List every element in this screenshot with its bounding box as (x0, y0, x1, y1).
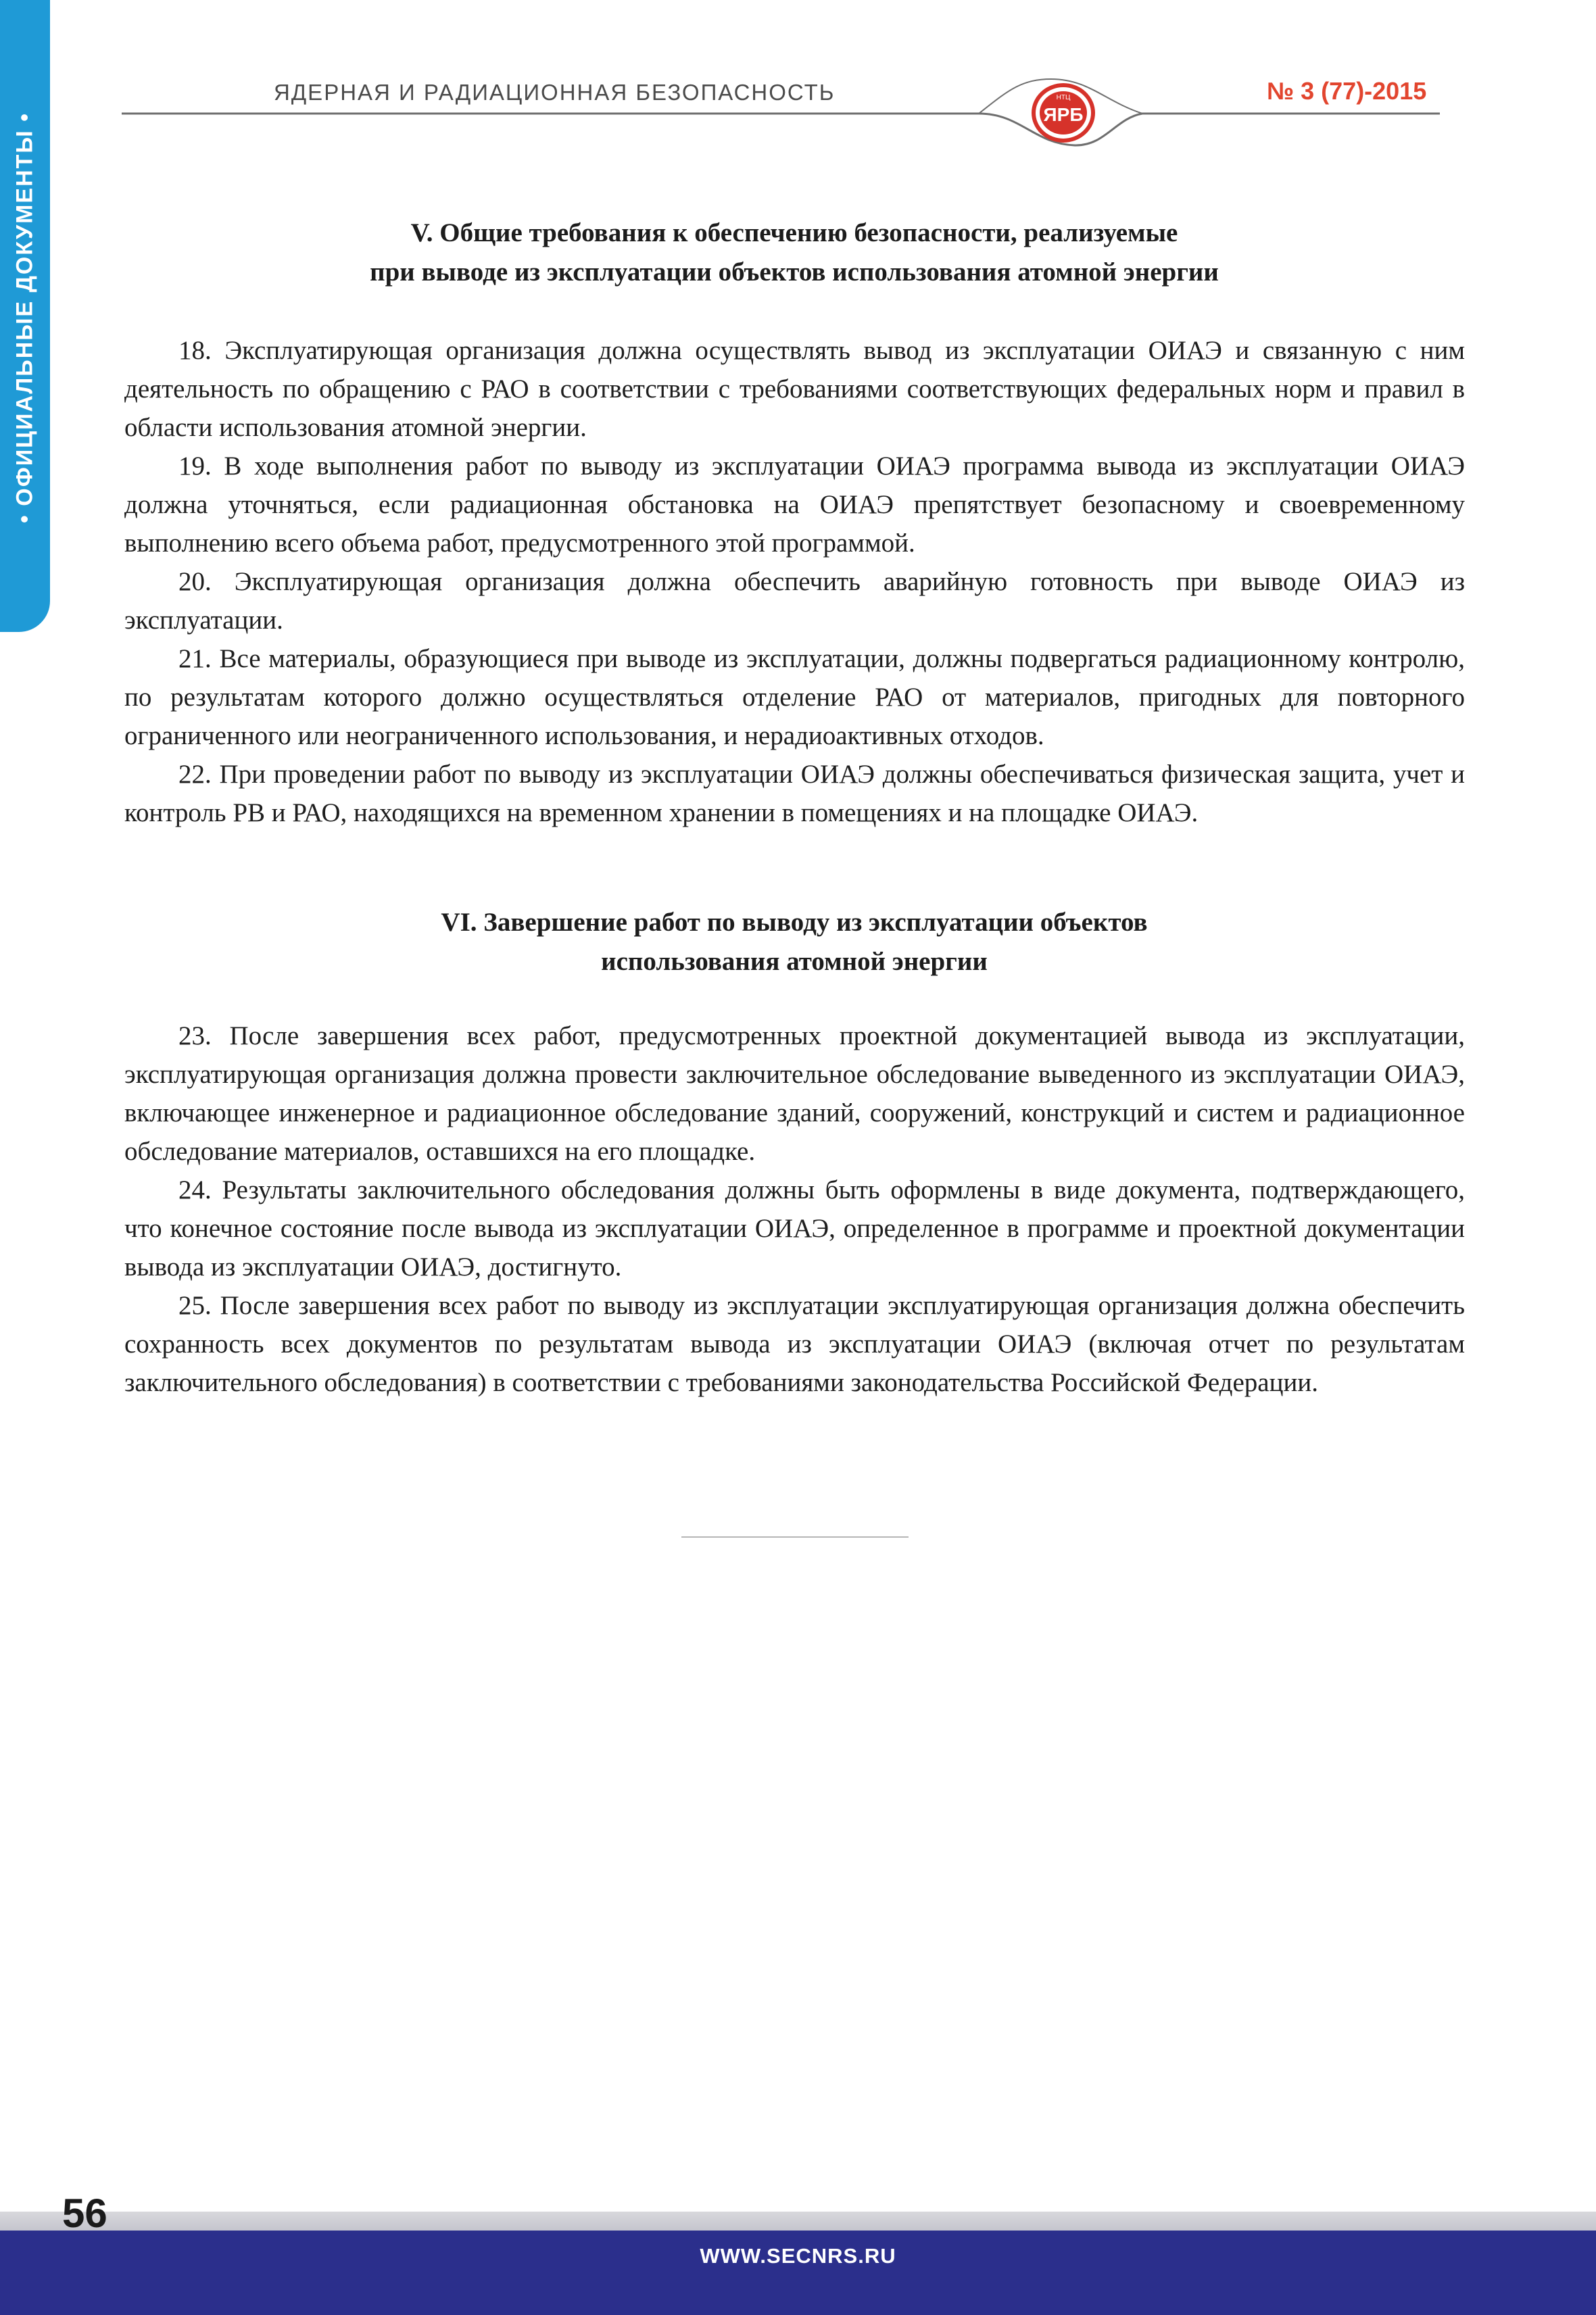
footer-band (0, 2231, 1596, 2315)
end-divider (681, 1536, 909, 1538)
logo-small-text: НТЦ (1056, 94, 1071, 101)
journal-logo (1034, 85, 1093, 141)
section-v-heading (122, 214, 1467, 292)
section-vi-heading (122, 903, 1467, 981)
paragraph-23: 23. После завершения всех работ, предусмотренных проектной документацией вывода из эксплуатации, эксплуатирующая организация должна провести заключительное обследование выведенного из эксплуатации ОИАЭ, включающее инженерное и радиационное обследование зданий, сооружений, конструкций и систем и радиационное обследование материалов, оставшихся на его площадке. (124, 1021, 1465, 1166)
section-vi-body (124, 1017, 1465, 1402)
heading-line: при выводе из эксплуатации объектов использования атомной энергии (370, 258, 1219, 287)
paragraph-22: 22. При проведении работ по выводу из эксплуатации ОИАЭ должны обеспечиваться физическая защита, учет и контроль РВ и РАО, находящихся на временном хранении в помещениях и на площадке ОИАЭ. (124, 760, 1465, 827)
journal-title: ЯДЕРНАЯ И РАДИАЦИОННАЯ БЕЗОПАСНОСТЬ (274, 80, 836, 105)
section-v-body (124, 331, 1465, 832)
paragraph-18: 18. Эксплуатирующая организация должна осуществлять вывод из эксплуатации ОИАЭ и связанную с ним деятельность по обращению с РАО в соответствии с требованиями соответствующих федеральных норм и правил в области использования атомной энергии. (124, 336, 1465, 442)
footer-url: WWW.SECNRS.RU (700, 2244, 896, 2268)
page-number: 56 (62, 2191, 107, 2236)
paragraph-20: 20. Эксплуатирующая организация должна обеспечить аварийную готовность при выводе ОИАЭ из эксплуатации. (124, 567, 1465, 635)
issue-number: № 3 (77)-2015 (1267, 77, 1427, 105)
paragraph-21: 21. Все материалы, образующиеся при выводе из эксплуатации, должны подвергаться радиационному контролю, по результатам которого должно осуществляться отделение РАО от материалов, пригодных для повторного ограниченного или неограниченного использования, и нерадиоактивных отходов. (124, 644, 1465, 750)
paragraph-25: 25. После завершения всех работ по выводу из эксплуатации эксплуатирующая организация должна обеспечить сохранность всех документов по результатам вывода из эксплуатации ОИАЭ (включая отчет по результатам заключительного обследования) в соответствии с требованиями законодательства Российской Федерации. (124, 1291, 1465, 1397)
heading-line: VI. Завершение работ по выводу из эксплуатации объектов (441, 908, 1148, 937)
paragraph-19: 19. В ходе выполнения работ по выводу из эксплуатации ОИАЭ программа вывода из эксплуатации ОИАЭ должна уточняться, если радиационная обстановка на ОИАЭ препятствует безопасному и своевременному выполнению всего объема работ, предусмотренного этой программой. (124, 452, 1465, 558)
heading-line: V. Общие требования к обеспечению безопасности, реализуемые (410, 218, 1178, 247)
logo-text: ЯРБ (1043, 104, 1084, 125)
side-tab (0, 0, 50, 632)
paragraph-24: 24. Результаты заключительного обследования должны быть оформлены в виде документа, подтверждающего, что конечное состояние после вывода из эксплуатации ОИАЭ, определенное в программе и проектной документации вывода из эксплуатации ОИАЭ, достигнуто. (124, 1175, 1465, 1282)
heading-line: использования атомной энергии (601, 947, 988, 976)
side-tab-label: • ОФИЦИАЛЬНЫЕ ДОКУМЕНТЫ • (11, 112, 38, 524)
